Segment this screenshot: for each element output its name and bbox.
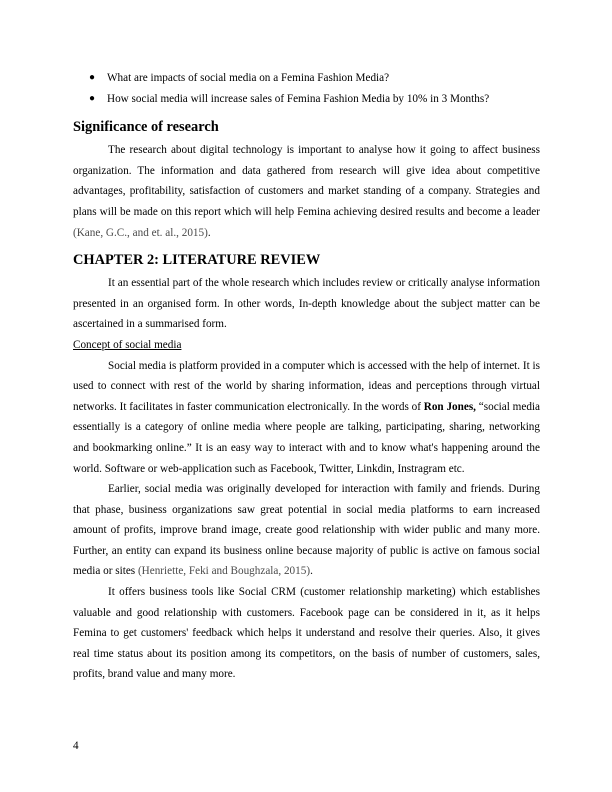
concept-p2-end: .: [310, 565, 313, 578]
chapter-heading: CHAPTER 2: LITERATURE REVIEW: [73, 252, 321, 269]
significance-text: The research about digital technology is important to analyse how it going to affect business organization. The information and data gathered from research will give idea about competitive advantages, profitability, satisfaction of customers and market standing of a company. Strategies and plans will be made on this report which will help Femina achieving desired results and become a leader: [73, 144, 540, 218]
list-item-text: What are impacts of social media on a Femina Fashion Media?: [107, 72, 390, 84]
concept-paragraph-2: [73, 479, 540, 582]
list-item-text: How social media will increase sales of Femina Fashion Media by 10% in 3 Months?: [107, 92, 490, 105]
concept-subheading: Concept of social media: [73, 338, 182, 351]
research-questions-list: [73, 68, 540, 109]
concept-paragraph-3: It offers business tools like Social CRM (customer relationship marketing) which establishes valuable and good relationship with customers. Facebook page can be considered in it, as it helps Femina to get customers' feedback which helps it understand and resolve their queries. Also, it gives real time status about its position among its competitors, on the basis of number of customers, sales, profits, brand value and many more.: [73, 586, 540, 681]
quoted-author: Ron Jones,: [423, 400, 476, 413]
bullet-icon: ●: [89, 72, 96, 83]
chapter-intro-paragraph: It an essential part of the whole research which includes review or critically analyse information presented in an organised form. In other words, In-depth knowledge about the subject matter can be ascertained in a summarised form.: [73, 277, 540, 331]
concept-paragraph-1: [73, 356, 540, 480]
bullet-icon: ●: [89, 92, 96, 104]
concept-p2-citation: (Henriette, Feki and Boughzala, 2015): [137, 565, 311, 578]
list-item: [73, 68, 540, 89]
concept-p2-text: Earlier, social media was originally developed for interaction with family and friends. During that phase, business organizations saw great potential in social media platforms to earn increased amount of profits, improve brand image, create good relationship with wider public and many more. Further, an entity can expand its business online because majority of public is active on famous social media or sites: [73, 483, 540, 578]
page-content: [73, 68, 540, 685]
significance-heading: Significance of research: [73, 119, 219, 136]
concept-p1-quote: “social media essentially is a category of online media where people are talking, participating, sharing, networking and bookmarking online.” It is an easy way to interact with and to know what's happening around the world. Software or web-application such as Facebook, Twitter, Linkdin, Instragram etc.: [73, 400, 540, 475]
significance-paragraph: [73, 140, 540, 243]
page-number: 4: [73, 740, 79, 752]
concept-p1-text: Social media is platform provided in a computer which is accessed with the help of internet. It is used to connect with rest of the world by sharing information, ideas and perceptions through virtual networks. It facilitates in faster communication electronically. In the words of: [73, 359, 540, 413]
significance-citation: (Kane, G.C., and et. al., 2015): [73, 226, 208, 239]
significance-end: .: [207, 226, 211, 239]
list-item: [73, 89, 540, 110]
